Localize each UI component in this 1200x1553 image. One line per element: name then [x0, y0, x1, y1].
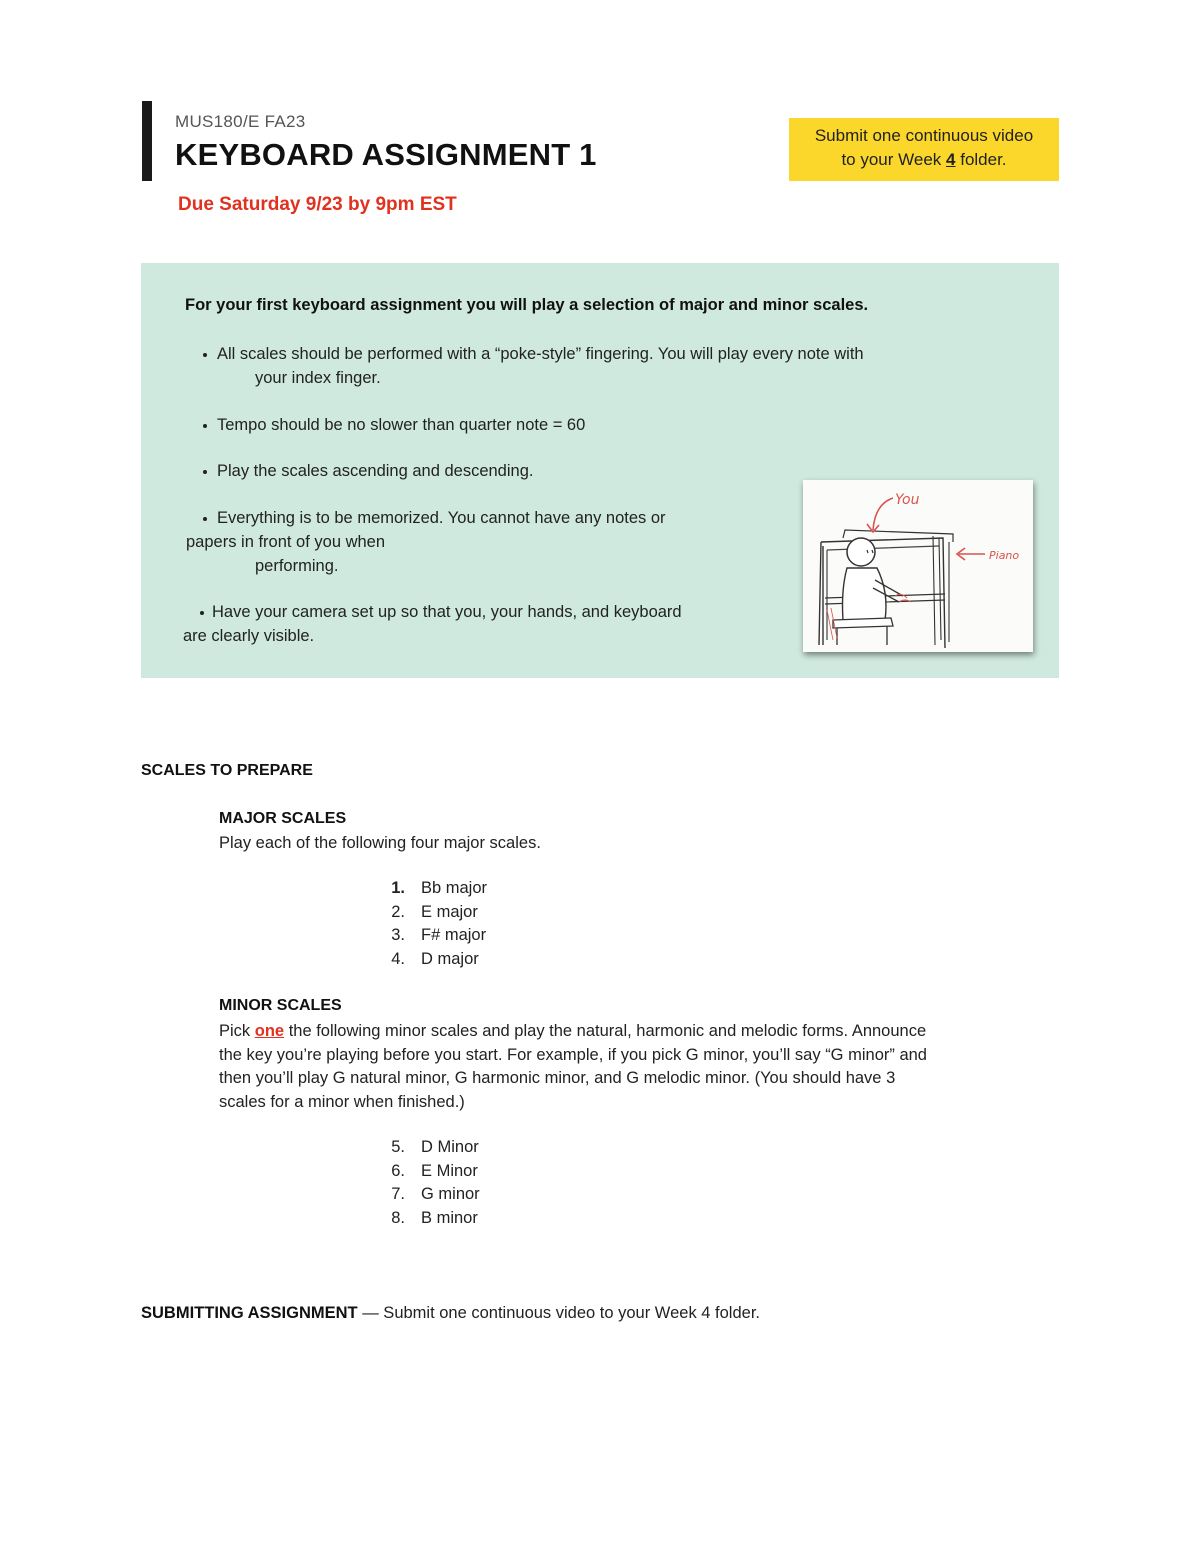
piano-sketch-illustration: [803, 480, 1033, 652]
bullet-memorize-cont: papers in front of you when: [186, 533, 386, 551]
major-scales-description: Play each of the following four major scales.: [219, 834, 541, 852]
bullet-fingering: All scales should be performed with a “poke-style” fingering. You will play every note with: [203, 342, 864, 366]
list-item: 8. B minor: [391, 1208, 478, 1227]
emphasis-one: one: [254, 1022, 285, 1040]
submission-callout: [789, 118, 1059, 181]
major-scales-heading: MAJOR SCALES: [219, 810, 347, 827]
minor-desc-line-1: Pick one the following minor scales and play the natural, harmonic and melodic forms. Announce: [219, 1022, 927, 1040]
callout-text: to your Week: [841, 150, 947, 169]
list-item: 4. D major: [391, 949, 479, 968]
submitting-text: — Submit one continuous video to your Week 4 folder.: [357, 1304, 760, 1322]
bullet-camera: Have your camera set up so that you, your hands, and keyboard: [200, 600, 682, 624]
list-item: 6. E Minor: [391, 1161, 478, 1180]
list-item: 1. Bb major: [391, 879, 488, 897]
submitting-label: SUBMITTING ASSIGNMENT: [141, 1304, 358, 1322]
minor-scale-list: [375, 1138, 480, 1232]
list-item: 7. G minor: [391, 1185, 480, 1203]
bullet-fingering-cont: your index finger.: [255, 369, 381, 387]
bullet-camera-cont: are clearly visible.: [183, 627, 315, 645]
instructions-intro: For your first keyboard assignment you will play a selection of major and minor scales.: [185, 296, 869, 314]
major-scale-list: [375, 879, 487, 973]
bullet-direction: Play the scales ascending and descending.: [203, 459, 533, 483]
sketch-label-you: You: [895, 492, 920, 508]
title-accent-bar: [142, 101, 152, 181]
submitting-instructions: [141, 1304, 760, 1323]
minor-desc-line-4: scales for a minor when finished.): [219, 1092, 465, 1111]
list-item: 2. E major: [391, 902, 478, 921]
callout-line-2: [789, 148, 1059, 172]
scales-heading: SCALES TO PREPARE: [141, 762, 313, 779]
list-item: 5. D Minor: [391, 1138, 479, 1156]
list-item: 3. F# major: [391, 926, 487, 944]
minor-desc-line-3: then you’ll play G natural minor, G harmonic minor, and G melodic minor. (You should have 3: [219, 1069, 896, 1087]
due-date: Due Saturday 9/23 by 9pm EST: [178, 194, 457, 215]
callout-week-number: 4: [946, 150, 956, 169]
bullet-dot: [203, 424, 207, 428]
minor-desc-line-2: the key you’re playing before you start. For example, if you pick G minor, you’ll say “G minor” and: [219, 1045, 927, 1064]
minor-scales-heading: MINOR SCALES: [219, 997, 342, 1014]
bullet-dot: [200, 611, 204, 615]
bullet-dot: [203, 353, 207, 357]
bullet-tempo: Tempo should be no slower than quarter note = 60: [203, 413, 585, 437]
minor-scales-description: [219, 1020, 1059, 1114]
callout-line-1: Submit one continuous video: [814, 126, 1034, 145]
page-title: KEYBOARD ASSIGNMENT 1: [175, 137, 597, 172]
course-code: MUS180/E FA23: [175, 112, 306, 131]
callout-text-end: folder.: [955, 150, 1007, 169]
bullet-memorize: Everything is to be memorized. You cannot have any notes or: [203, 506, 666, 530]
piano-sketch-svg: [803, 480, 1033, 652]
bullet-dot: [203, 470, 207, 474]
sketch-label-piano: Piano: [989, 549, 1020, 562]
bullet-memorize-cont-2: performing.: [255, 557, 339, 575]
bullet-dot: [203, 517, 207, 521]
